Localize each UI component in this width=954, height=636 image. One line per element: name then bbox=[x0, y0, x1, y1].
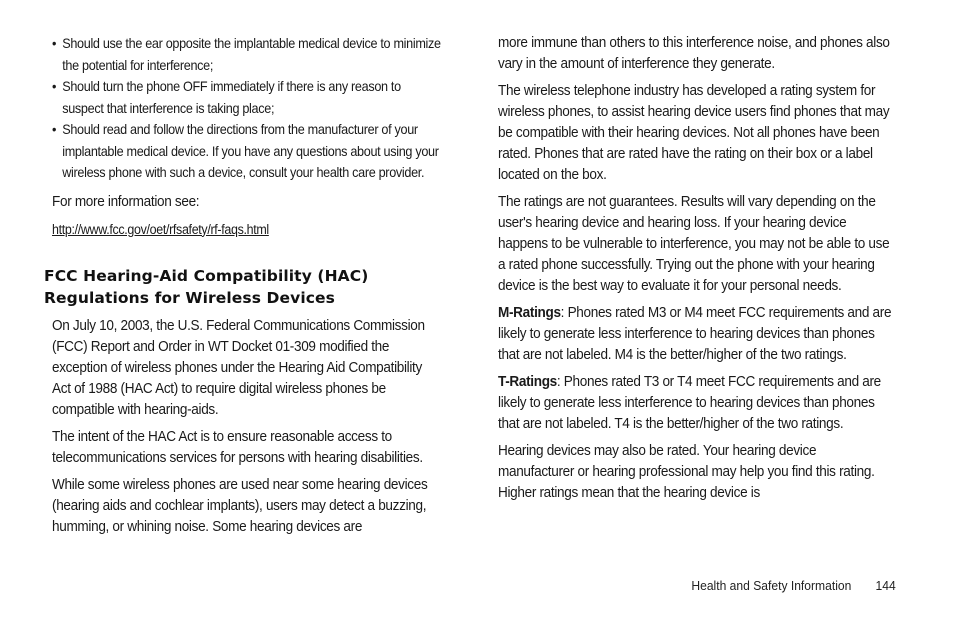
list-item: • Should turn the phone OFF immediately if there is any reason to suspect that interference is taking place; bbox=[52, 76, 443, 119]
t-ratings-paragraph bbox=[498, 372, 894, 435]
fcc-faq-link[interactable]: http://www.fcc.gov/oet/rfsafety/rf-faqs.html bbox=[52, 221, 269, 237]
t-ratings-text: : Phones rated T3 or T4 meet FCC requirements and are likely to generate less interference to hearing devices than phones that are not labeled. T4 is the better/higher of the two ratings. bbox=[498, 374, 881, 432]
page-number: 144 bbox=[875, 578, 896, 593]
m-ratings-text: : Phones rated M3 or M4 meet FCC requirements and are likely to generate less interference to hearing devices than phones that are not labeled. M4 is the better/higher of the two ratings. bbox=[498, 305, 892, 363]
body-paragraph: The ratings are not guarantees. Results will vary depending on the user's hearing device and hearing loss. If your hearing device happens to be vulnerable to interference, you may not be able to use a rated phone successfully. Trying out the phone with your hearing device is the best way to evaluate it for your personal needs. bbox=[498, 194, 890, 294]
body-paragraph: more immune than others to this interference noise, and phones also vary in the amount of interference they generate. bbox=[498, 35, 890, 72]
right-column bbox=[498, 33, 894, 510]
body-paragraph: Hearing devices may also be rated. Your hearing device manufacturer or hearing professional may help you find this rating. Higher ratings mean that the hearing device is bbox=[498, 443, 875, 501]
section-heading-line2: Regulations for Wireless Devices bbox=[44, 288, 335, 307]
body-paragraph: While some wireless phones are used near some hearing devices (hearing aids and cochlear implants), users may detect a buzzing, humming, or whining noise. Some hearing devices are bbox=[52, 477, 428, 535]
page-footer bbox=[692, 578, 896, 593]
bullet-list bbox=[52, 33, 443, 184]
body-paragraph: On July 10, 2003, the U.S. Federal Communications Commission (FCC) Report and Order in WT Docket 01-309 modified the exception of wireless phones under the Hearing Aid Compatibility Act of 1988 (HAC Act) to require digital wireless phones be compatible with hearing-aids. bbox=[52, 318, 425, 418]
body-paragraph: The wireless telephone industry has developed a rating system for wireless phones, to assist hearing device users find phones that may be compatible with their hearing devices. Not all phones have been rated. Phones that are rated have the rating on their box or a label located on the box. bbox=[498, 83, 890, 183]
body-paragraph: The intent of the HAC Act is to ensure reasonable access to telecommunications services for persons with hearing disabilities. bbox=[52, 429, 423, 466]
footer-section-title: Health and Safety Information bbox=[691, 578, 852, 593]
left-column bbox=[52, 33, 443, 246]
section-heading-line1: FCC Hearing-Aid Compatibility (HAC) bbox=[44, 267, 369, 285]
more-info-text: For more information see: bbox=[52, 193, 200, 210]
list-item: • Should use the ear opposite the implantable medical device to minimize the potential for interference; bbox=[52, 33, 443, 76]
section-heading bbox=[44, 266, 368, 309]
m-ratings-paragraph bbox=[498, 303, 894, 366]
t-ratings-label: T-Ratings bbox=[498, 374, 557, 390]
section-body bbox=[52, 316, 443, 544]
list-item: • Should read and follow the directions from the manufacturer of your implantable medical device. If you have any questions about using your wireless phone with such a device, consult your health care provider. bbox=[52, 119, 443, 184]
m-ratings-label: M-Ratings bbox=[498, 305, 561, 321]
